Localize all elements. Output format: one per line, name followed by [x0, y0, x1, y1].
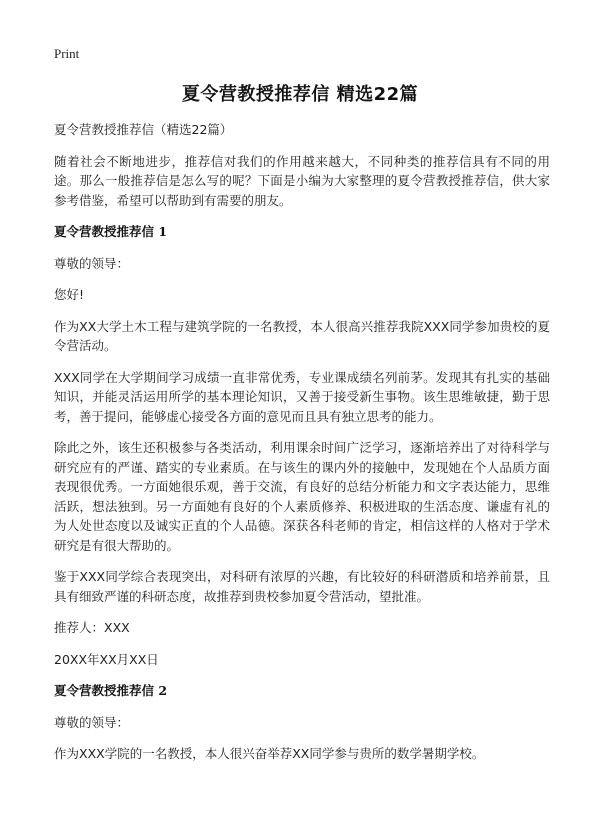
- letter-2-salutation: 尊敬的领导：: [54, 714, 130, 730]
- letter-1-recommender: 推荐人：XXX: [54, 620, 130, 635]
- print-link[interactable]: Print: [54, 46, 80, 61]
- letter-1-date: 20XX年XX月XX日: [54, 651, 159, 667]
- intro-paragraph: 随着社会不断地进步，推荐信对我们的作用越来越大，不同种类的推荐信具有不同的用途。那么一般推荐信是怎么写的呢？下面是小编为大家整理的夏令营教授推荐信，供大家参考借鉴，希望可以帮助到有需要的朋友。: [54, 153, 550, 208]
- letter-1-paragraph-4: 鉴于XXX同学综合表现突出，对科研有浓厚的兴趣，有比较好的科研潜质和培养前景，且具有细致严谨的科研态度，故推荐到贵校参加夏令营活动，望批准。: [54, 569, 550, 604]
- letter-1-paragraph-3: 除此之外，该生还积极参与各类活动，利用课余时间广泛学习，逐渐培养出了对待科学与研究应有的严谨、踏实的专业素质。在与该生的课内外的接触中，发现她在个人品质方面表现很优秀。一方面她很乐观，善于交流，有良好的总结分析能力和文字表达能力，思维活跃，想法独到。另一方面她有良好的个人素质修养、积极进取的生活态度、谦虚有礼的为人处世态度以及诚实正直的个人品德。深获各科老师的肯定，相信这样的人格对于学术研究是有很大帮助的。: [54, 440, 550, 553]
- page-title: 夏令营教授推荐信 精选22篇: [181, 84, 419, 105]
- letter-1-salutation: 尊敬的领导：: [54, 255, 130, 271]
- letter-1-paragraph-1: 作为XX大学土木工程与建筑学院的一名教授，本人很高兴推荐我院XXX同学参加贵校的夏令营活动。: [54, 318, 550, 353]
- letter-1-greeting: 您好!: [54, 287, 85, 302]
- letter-2-heading: 夏令营教授推荐信 2: [54, 683, 168, 698]
- letter-1-heading: 夏令营教授推荐信 1: [54, 224, 168, 239]
- article-subtitle: 夏令营教授推荐信（精选22篇）: [54, 122, 233, 137]
- article-body: [54, 120, 550, 776]
- letter-2-paragraph-1: 作为XXX学院的一名教授，本人很兴奋举荐XX同学参与贵所的数学暑期学校。: [54, 746, 485, 761]
- letter-1-paragraph-2: XXX同学在大学期间学习成绩一直非常优秀，专业课成绩名列前茅。发现其有扎实的基础知识，并能灵活运用所学的基本理论知识，又善于接受新生事物。该生思维敏捷，勤于思考，善于提问，能够虚心接受各方面的意见而且具有独立思考的能力。: [54, 369, 550, 424]
